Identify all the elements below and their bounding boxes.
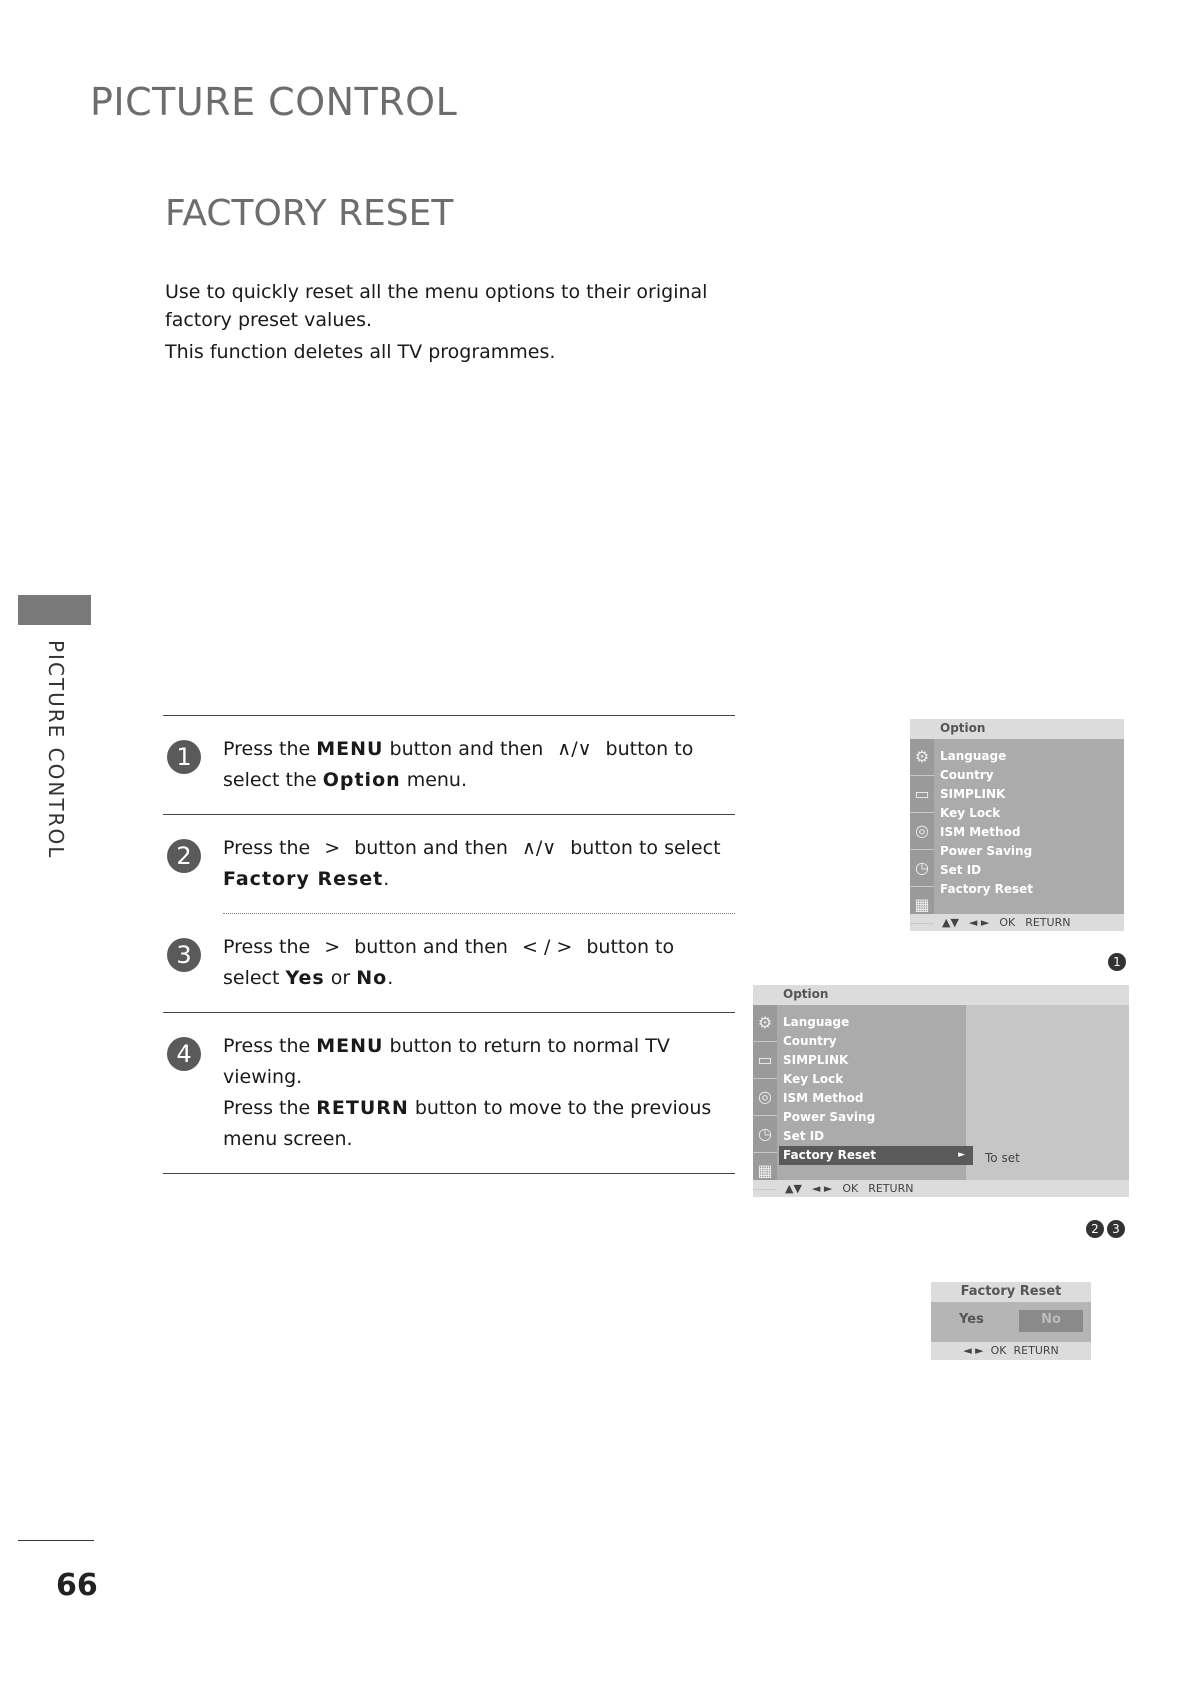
step-text: Press the xyxy=(223,1035,317,1057)
menu-title: Option xyxy=(910,719,1124,739)
ok-label: OK xyxy=(999,916,1016,929)
up-down-keys: ∧/∨ xyxy=(521,837,557,859)
page-number: 66 xyxy=(56,1568,98,1603)
step-4 xyxy=(163,1013,735,1173)
menu-item-power-saving[interactable]: Power Saving xyxy=(783,1110,876,1124)
return-label: RETURN xyxy=(868,1182,914,1195)
menu-item-set-id[interactable]: Set ID xyxy=(940,863,982,877)
menu-item-set-id[interactable]: Set ID xyxy=(783,1129,825,1143)
no-keyword: No xyxy=(356,967,388,989)
right-key: > xyxy=(324,936,341,958)
figure-badge-1 xyxy=(1105,951,1126,971)
nav-left-right-icon: ◄ ► xyxy=(811,1182,833,1195)
menu-item-simplink[interactable]: SIMPLINK xyxy=(783,1053,849,1067)
intro-text xyxy=(165,278,725,370)
step-text: button and then xyxy=(348,837,514,859)
option-menu-screen-1 xyxy=(910,719,1124,931)
to-set-hint: To set xyxy=(985,1151,1020,1165)
step-text: button to return to normal TV viewing. xyxy=(223,1035,670,1088)
setup-icon: ⚙ xyxy=(910,739,934,776)
yes-keyword: Yes xyxy=(285,967,325,989)
return-label: RETURN xyxy=(1013,1344,1059,1357)
menu-item-language[interactable]: Language xyxy=(783,1015,850,1029)
ok-label: OK xyxy=(842,1182,859,1195)
setup-icon: ⚙ xyxy=(753,1005,777,1042)
step-text: button and then xyxy=(348,936,514,958)
step-number: 3 xyxy=(167,938,201,972)
menu-item-language[interactable]: Language xyxy=(940,749,1007,763)
step-text: button to move to the previous menu screen. xyxy=(223,1097,712,1150)
nav-up-down-icon: ▲▼ xyxy=(785,1182,802,1195)
ok-label: OK xyxy=(990,1344,1007,1357)
step-text: or xyxy=(324,967,357,989)
badge-number: 2 xyxy=(1086,1220,1104,1238)
step-text: menu. xyxy=(400,769,468,791)
option-icon: ▦ xyxy=(910,887,934,924)
menu-item-country[interactable]: Country xyxy=(940,768,994,782)
menu-item-label: Factory Reset xyxy=(783,1148,876,1162)
figure-badge-2-3 xyxy=(1083,1218,1125,1238)
option-keyword: Option xyxy=(322,769,401,791)
up-down-keys: ∧/∨ xyxy=(557,738,592,760)
menu-title: Option xyxy=(753,985,1129,1005)
menu-item-key-lock[interactable]: Key Lock xyxy=(783,1072,844,1086)
intro-line-2: This function deletes all TV programmes. xyxy=(165,341,556,363)
picture-icon: ▭ xyxy=(910,776,934,813)
option-icon: ▦ xyxy=(753,1153,777,1190)
menu-item-power-saving[interactable]: Power Saving xyxy=(940,844,1033,858)
badge-number: 1 xyxy=(1108,953,1126,971)
menu-footer xyxy=(910,914,1124,931)
return-key: RETURN xyxy=(316,1097,409,1119)
badge-number: 3 xyxy=(1107,1220,1125,1238)
footer-rule xyxy=(18,1540,94,1541)
step-text: Press the xyxy=(223,738,317,760)
side-tab-label: PICTURE CONTROL xyxy=(44,640,68,860)
menu-item-factory-reset[interactable]: Factory Reset xyxy=(940,882,1033,896)
nav-left-right-icon: ◄ ► xyxy=(963,1344,984,1357)
menu-body xyxy=(753,1005,1129,1180)
step-number: 1 xyxy=(167,740,201,774)
menu-key: MENU xyxy=(316,1035,384,1057)
menu-footer xyxy=(753,1180,1129,1197)
step-text: . xyxy=(387,967,394,989)
menu-item-simplink[interactable]: SIMPLINK xyxy=(940,787,1006,801)
step-text: . xyxy=(383,868,390,890)
left-right-keys: < / > xyxy=(521,936,573,958)
yes-button[interactable]: Yes xyxy=(959,1312,984,1327)
step-text: button to select xyxy=(564,837,721,859)
step-text: Press the xyxy=(223,837,317,859)
menu-items xyxy=(940,747,1033,899)
time-icon: ◷ xyxy=(753,1116,777,1153)
no-button[interactable]: No xyxy=(1019,1310,1083,1332)
menu-items xyxy=(783,1013,973,1165)
menu-icon-column xyxy=(753,1005,777,1180)
nav-left-right-icon: ◄ ► xyxy=(968,916,990,929)
section-title: PICTURE CONTROL xyxy=(90,80,458,124)
factory-reset-dialog xyxy=(931,1282,1091,1360)
picture-icon: ▭ xyxy=(753,1042,777,1079)
step-2 xyxy=(163,815,735,913)
right-arrow-icon: ► xyxy=(958,1150,965,1160)
step-text: button to select xyxy=(223,936,675,989)
audio-icon: ◎ xyxy=(910,813,934,850)
right-key: > xyxy=(324,837,341,859)
step-number: 4 xyxy=(167,1037,201,1071)
return-label: RETURN xyxy=(1025,916,1071,929)
side-tab-marker xyxy=(18,595,91,625)
factory-reset-keyword: Factory Reset xyxy=(223,868,384,890)
audio-icon: ◎ xyxy=(753,1079,777,1116)
menu-item-ism-method[interactable]: ISM Method xyxy=(783,1091,864,1105)
step-text: Press the xyxy=(223,1097,317,1119)
menu-icon-column xyxy=(910,739,934,914)
step-number: 2 xyxy=(167,839,201,873)
menu-item-factory-reset-selected[interactable] xyxy=(779,1146,973,1165)
menu-body xyxy=(910,739,1124,914)
menu-item-country[interactable]: Country xyxy=(783,1034,837,1048)
nav-up-down-icon: ▲▼ xyxy=(942,916,959,929)
menu-key: MENU xyxy=(316,738,384,760)
step-text: button and then xyxy=(383,738,550,760)
time-icon: ◷ xyxy=(910,850,934,887)
dialog-body xyxy=(931,1302,1091,1342)
steps-list xyxy=(163,715,735,1174)
step-3 xyxy=(163,914,735,1012)
option-menu-screen-2 xyxy=(753,985,1129,1197)
step-1 xyxy=(163,716,735,814)
divider xyxy=(163,1173,735,1174)
dialog-footer xyxy=(931,1342,1091,1360)
page-heading: FACTORY RESET xyxy=(165,193,454,234)
dialog-title: Factory Reset xyxy=(931,1282,1091,1302)
step-text: button to select the xyxy=(223,738,694,791)
menu-item-key-lock[interactable]: Key Lock xyxy=(940,806,1001,820)
menu-item-ism-method[interactable]: ISM Method xyxy=(940,825,1021,839)
intro-line-1: Use to quickly reset all the menu options to their original factory preset values. xyxy=(165,281,708,331)
step-text: Press the xyxy=(223,936,317,958)
